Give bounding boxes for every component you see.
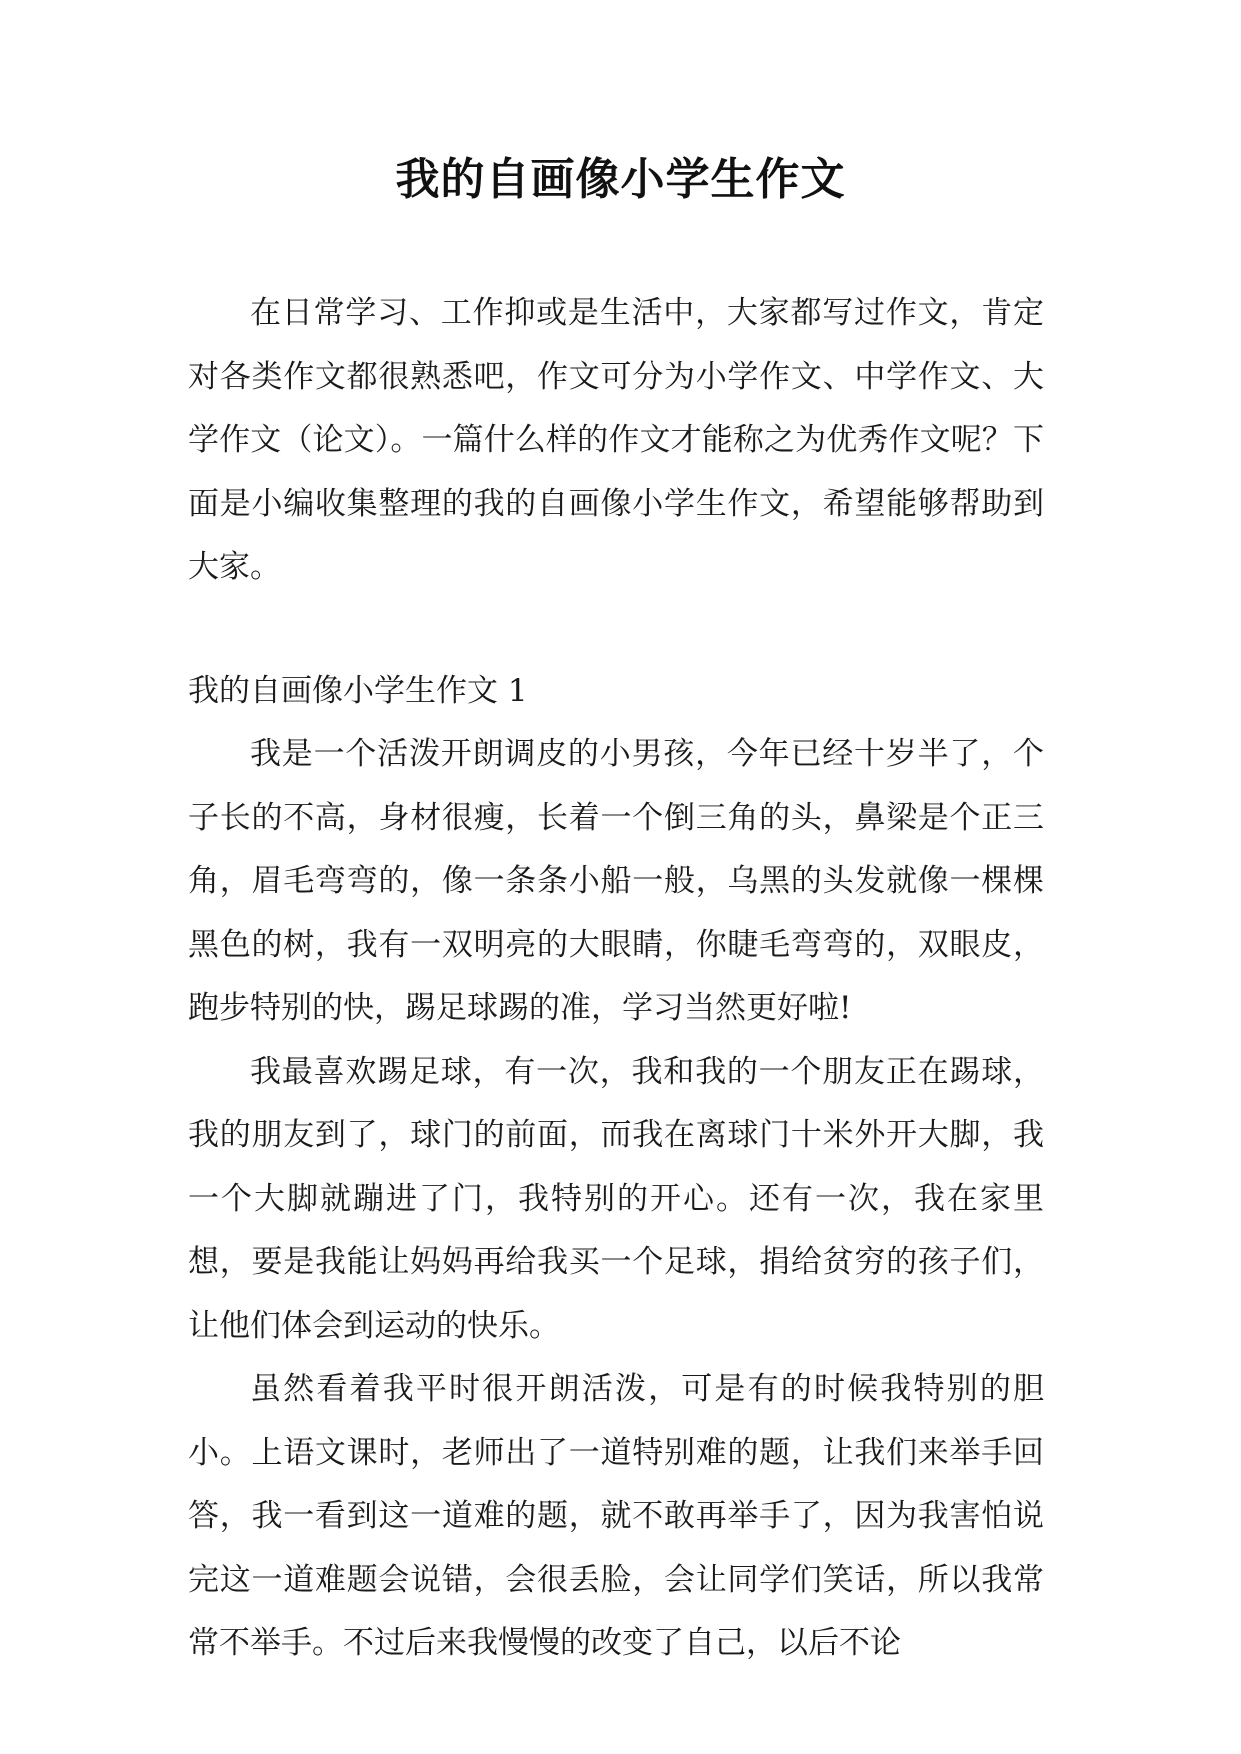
- section-spacer: [188, 600, 1044, 660]
- section-title: 我的自画像小学生作文 1: [188, 672, 528, 709]
- body-paragraph-1: 我是一个活泼开朗调皮的小男孩，今年已经十岁半了，个子长的不高，身材很瘦，长着一个倒三角的头，鼻梁是个正三角，眉毛弯弯的，像一条条小船一般，乌黑的头发就像一棵棵黑色的树，我有一双明亮的大眼睛，你睫毛弯弯的，双眼皮，跑步特别的快，踢足球踢的准，学习当然更好啦!: [188, 736, 1044, 1026]
- intro-paragraph: 在日常学习、工作抑或是生活中，大家都写过作文，肯定对各类作文都很熟悉吧，作文可分为小学作文、中学作文、大学作文（论文）。一篇什么样的作文才能称之为优秀作文呢？下面是小编收集整理的我的自画像小学生作文，希望能够帮助到大家。: [188, 295, 1044, 585]
- body-paragraph-2: 我最喜欢踢足球，有一次，我和我的一个朋友正在踢球，我的朋友到了，球门的前面，而我在离球门十米外开大脚，我一个大脚就蹦进了门，我特别的开心。还有一次，我在家里想，要是我能让妈妈再给我买一个足球，捐给贫穷的孩子们，让他们体会到运动的快乐。: [188, 1053, 1044, 1344]
- body-paragraph-3: 虽然看着我平时很开朗活泼，可是有的时候我特别的胆小。上语文课时，老师出了一道特别难的题，让我们来举手回答，我一看到这一道难的题，就不敢再举手了，因为我害怕说完这一道难题会说错，会很丢脸，会让同学们笑话，所以我常常不举手。不过后来我慢慢的改变了自己，以后不论: [188, 1371, 1044, 1661]
- document-title: 我的自画像小学生作文: [395, 154, 846, 205]
- document-body: [188, 282, 1044, 1676]
